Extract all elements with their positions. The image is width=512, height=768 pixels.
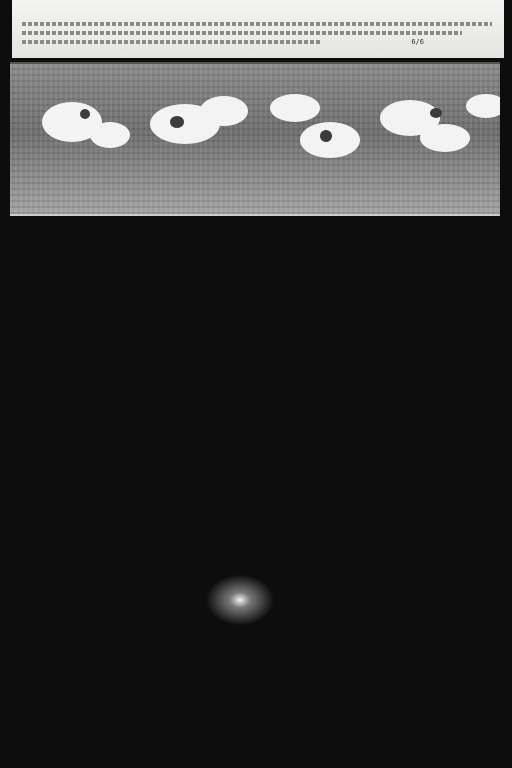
header-rule: [22, 40, 322, 44]
header-strip: [12, 0, 504, 58]
header-rule: [22, 31, 462, 35]
banner-blob: [430, 108, 442, 118]
banner-image: [10, 62, 500, 216]
banner-blob: [80, 109, 90, 119]
banner-blob: [466, 94, 500, 118]
banner-blob: [420, 124, 470, 152]
banner-blob: [170, 116, 184, 128]
banner-blob: [270, 94, 320, 122]
header-rule: [22, 22, 492, 26]
header-corner-mark: 6/6: [411, 38, 424, 46]
banner-blob: [200, 96, 248, 126]
text-column-left: [16, 238, 256, 763]
banner-blob: [90, 122, 130, 148]
banner-blob: [320, 130, 332, 142]
text-column-right: [266, 238, 506, 763]
